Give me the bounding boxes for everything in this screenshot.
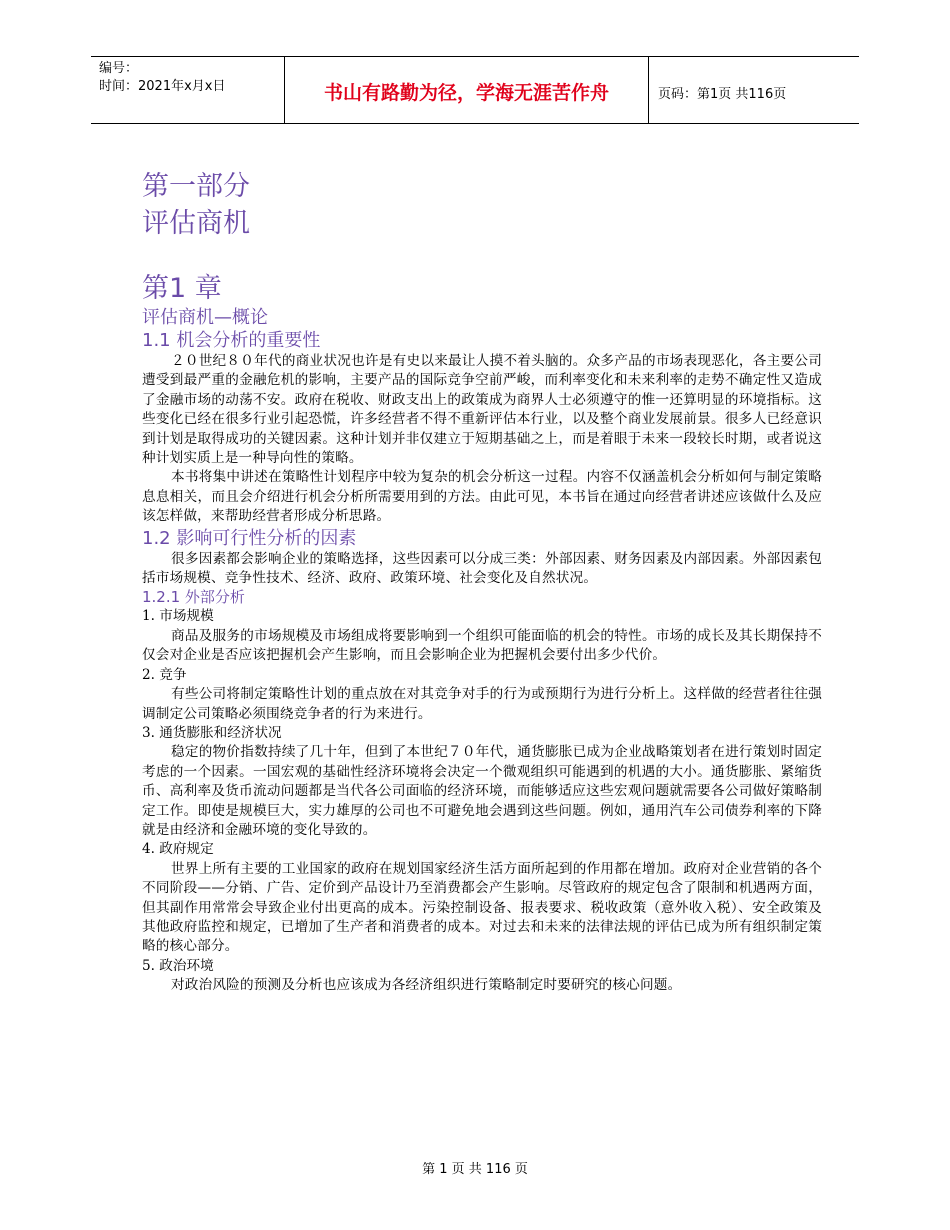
part-title-line2: 评估商机: [142, 208, 250, 239]
item-4-title: 4. 政府规定: [142, 841, 214, 858]
section-1-2-1-title: 1.2.1 外部分析: [142, 588, 245, 607]
section-1-2-paragraph-1: 很多因素都会影响企业的策略选择，这些因素可以分成三类：外部因素、财务因素及内部因素。外部因素包括市场规模、竞争性技术、经济、政府、政策环境、社会变化及自然状况。: [142, 550, 822, 587]
page-header-table: [91, 56, 859, 124]
header-page-info: 页码：第1页 共116页: [658, 86, 787, 102]
item-5-paragraph: 对政治风险的预测及分析也应该成为各经济组织进行策略制定时要研究的核心问题。: [171, 977, 682, 994]
document-body: [142, 168, 822, 996]
item-1-paragraph: 商品及服务的市场规模及市场组成将要影响到一个组织可能面临的机会的特性。市场的成长及其长期保持不仅会对企业是否应该把握机会产生影响，而且会影响企业为把握机会要付出多少代价。: [142, 627, 822, 664]
page-footer: 第 1 页 共 116 页: [422, 1162, 528, 1177]
code-label: 编号：: [99, 61, 139, 76]
item-4-paragraph: 世界上所有主要的工业国家的政府在规划国家经济生活方面所起到的作用都在增加。政府对企业营销的各个不同阶段——分销、广告、定价到产品设计乃至消费都会产生影响。尽管政府的规定包含了限制和机遇两方面，但其副作用常常会导致企业付出更高的成本。污染控制设备、报表要求、税收政策（意外收入税）、安全政策及其他政府监控和规定，已增加了生产者和消费者的成本。对过去和未来的法律法规的评估已成为所有组织制定策略的核心部分。: [142, 860, 822, 955]
item-2-paragraph: 有些公司将制定策略性计划的重点放在对其竞争对手的行为或预期行为进行分析上。这样做的经营者往往强调制定公司策略必须围绕竞争者的行为来进行。: [142, 686, 822, 722]
header-motto: 书山有路勤为径，学海无涯苦作舟: [285, 57, 649, 123]
item-3-title: 3. 通货膨胀和经济状况: [142, 724, 282, 741]
chapter-number: 第1 章: [142, 273, 222, 304]
item-2-title: 2. 竞争: [142, 666, 187, 683]
part-title: [142, 168, 822, 242]
section-1-1-paragraph-2: 本书将集中讲述在策略性计划程序中较为复杂的机会分析这一过程。内容不仅涵盖机会分析如何与制定策略息息相关，而且会介绍进行机会分析所需要用到的方法。由此可见，本书旨在通过向经营者讲述应该做什么及应该怎样做，来帮助经营者形成分析思路。: [142, 469, 822, 525]
item-3-paragraph: 稳定的物价指数持续了几十年，但到了本世纪７０年代，通货膨胀已成为企业战略策划者在进行策划时固定考虑的一个因素。一国宏观的基础性经济环境将会决定一个微观组织可能遇到的机遇的大小。通货膨胀、紧缩货币、高利率及货币流动问题都是当代各公司面临的经济环境，而能够适应这些宏观问题就需要各公司做好策略制定工作。即使是规模巨大，实力雄厚的公司也不可避免地会遇到这些问题。例如，通用汽车公司债券利率的下降就是由经济和金融环境的变化导致的。: [142, 744, 822, 838]
section-1-1-title: 1.1 机会分析的重要性: [142, 330, 321, 351]
header-meta-cell: [91, 57, 285, 123]
part-title-line1: 第一部分: [142, 171, 250, 202]
time-label: 时间：2021年x月x日: [99, 79, 226, 94]
section-1-2-title: 1.2 影响可行性分析的因素: [142, 527, 357, 549]
section-1-1-paragraph-1: ２０世纪８０年代的商业状况也许是有史以来最让人摸不着头脑的。众多产品的市场表现恶化，各主要公司遭受到最严重的金融危机的影响，主要产品的国际竞争空前严峻，而利率变化和未来利率的走势不确定性又造成了金融市场的动荡不安。政府在税收、财政支出上的政策成为商界人士必须遵守的惟一还算明显的环境指标。这些变化已经在很多行业引起恐慌，许多经营者不得不重新评估本行业，以及整个商业发展前景。很多人已经意识到计划是取得成功的关键因素。这种计划并非仅建立于短期基础之上，而是着眼于未来一段较长时期，或者说这种计划实质上是一种导向性的策略。: [142, 353, 822, 467]
item-5-title: 5. 政治环境: [142, 957, 214, 974]
item-1-title: 1. 市场规模: [142, 608, 214, 625]
chapter-title: 评估商机—概论: [142, 307, 268, 328]
